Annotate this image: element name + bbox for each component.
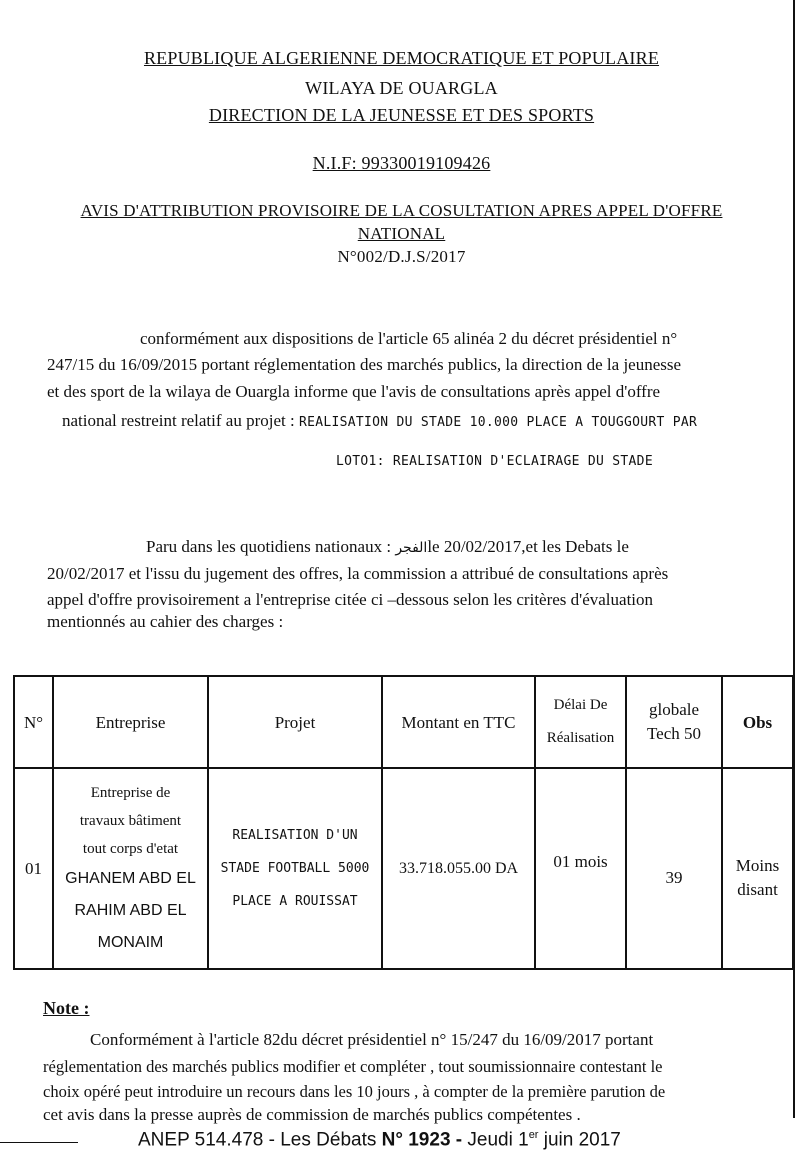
arabic-newspaper-name: الفجر: [395, 540, 428, 556]
note-line4: cet avis dans la presse auprès de commission de marchés publics compétentes .: [43, 1105, 581, 1124]
notice-title-line2: NATIONAL: [357, 224, 446, 243]
row-projet-line1: REALISATION D'UN: [232, 828, 358, 843]
paragraph1-line1: conformément aux dispositions de l'article 65 alinéa 2 du décret présidentiel n°: [140, 329, 678, 348]
row-entreprise-line2: travaux bâtiment: [79, 812, 182, 829]
row-globale: 39: [626, 768, 722, 969]
row-entreprise-line5: RAHIM ABD EL: [74, 901, 187, 919]
paragraph2-line2: 20/02/2017 et l'issu du jugement des offres, la commission a attribué de consultations après: [47, 564, 669, 583]
footer-rule: [0, 1142, 78, 1143]
paragraph1-line3: et des sport de la wilaya de Ouargla informe que l'avis de consultations après appel d'offre: [47, 382, 661, 401]
paragraph2-line1: [146, 535, 629, 560]
note-line2: réglementation des marchés publics modifier et compléter , tout soumissionnaire contestant le: [43, 1057, 663, 1076]
row-obs: [722, 768, 793, 969]
row-entreprise-line3: tout corps d'etat: [82, 840, 179, 857]
row-entreprise-line4: GHANEM ABD EL: [65, 869, 196, 887]
attribution-table: [13, 675, 794, 970]
nif-text: N.I.F: 99330019109426: [312, 153, 491, 173]
footer-date-b: juin 2017: [538, 1129, 621, 1151]
header-globale-line2: Tech 50: [646, 724, 702, 743]
header-delai: [535, 676, 626, 768]
direction-heading: DIRECTION DE LA JEUNESSE ET DES SPORTS: [208, 105, 595, 125]
footer-date-sup: er: [528, 1129, 539, 1141]
note-line3: choix opéré peut introduire un recours dans les 10 jours , à compter de la première parution de: [43, 1082, 666, 1101]
notice-title-line1: AVIS D'ATTRIBUTION PROVISOIRE DE LA COSULTATION APRES APPEL D'OFFRE: [80, 201, 723, 220]
header-delai-line2: Réalisation: [546, 730, 615, 746]
notice-number: N°002/D.J.S/2017: [337, 247, 466, 266]
header-num: N°: [14, 676, 53, 768]
header-montant: Montant en TTC: [382, 676, 535, 768]
row-projet-line3: PLACE A ROUISSAT: [232, 894, 358, 909]
project-title-caps: REALISATION DU STADE 10.000 PLACE A TOUGGOURT PAR: [298, 415, 698, 430]
row-obs-line2: disant: [737, 879, 778, 899]
paragraph2-line1-b: le 20/02/2017,et les Debats le: [427, 537, 629, 556]
row-projet: [208, 768, 382, 969]
paragraph2-line1-a: Paru dans les quotidiens nationaux :: [146, 537, 396, 556]
note-title: Note :: [43, 998, 90, 1018]
row-montant: 33.718.055.00 DA: [382, 768, 535, 969]
header-globale-line1: globale: [648, 700, 700, 719]
header-projet: Projet: [208, 676, 382, 768]
row-entreprise-line6: MONAIM: [97, 933, 164, 951]
note-line1: Conformément à l'article 82du décret présidentiel n° 15/247 du 16/09/2017 portant: [90, 1030, 654, 1049]
table-row: [14, 768, 793, 969]
republic-heading: REPUBLIQUE ALGERIENNE DEMOCRATIQUE ET POPULAIRE: [143, 48, 660, 68]
lot-line: LOTO1: REALISATION D'ECLAIRAGE DU STADE: [336, 454, 653, 469]
header-delai-line1: Délai De: [553, 697, 608, 713]
row-delai: 01 mois: [535, 768, 626, 969]
header-entreprise: Entreprise: [53, 676, 208, 768]
table-header-row: [14, 676, 793, 768]
paragraph2-line3: appel d'offre provisoirement a l'entreprise citée ci –dessous selon les critères d'évaluation: [47, 590, 654, 609]
footer-issue: N° 1923 -: [381, 1129, 463, 1151]
paragraph1-line4-start: national restreint relatif au projet :: [62, 411, 295, 430]
row-projet-line2: STADE FOOTBALL 5000: [220, 861, 370, 876]
row-entreprise-line1: Entreprise de: [90, 784, 171, 801]
nif-line: [0, 153, 803, 174]
publication-footer: [138, 1129, 621, 1151]
row-obs-line1: Moins: [735, 855, 780, 875]
paragraph1-line2: 247/15 du 16/09/2015 portant réglementation des marchés publics, la direction de la jeunesse: [47, 355, 682, 374]
footer-date-a: Jeudi 1: [467, 1129, 529, 1151]
footer-anep: ANEP 514.478 - Les Débats: [138, 1129, 377, 1151]
header-globale: [626, 676, 722, 768]
row-num: 01: [14, 768, 53, 969]
row-entreprise: [53, 768, 208, 969]
paragraph2-line4: mentionnés au cahier des charges :: [47, 612, 284, 631]
wilaya-heading: WILAYA DE OUARGLA: [305, 78, 498, 98]
paragraph1-line4: [62, 409, 697, 434]
header-obs: Obs: [722, 676, 793, 768]
